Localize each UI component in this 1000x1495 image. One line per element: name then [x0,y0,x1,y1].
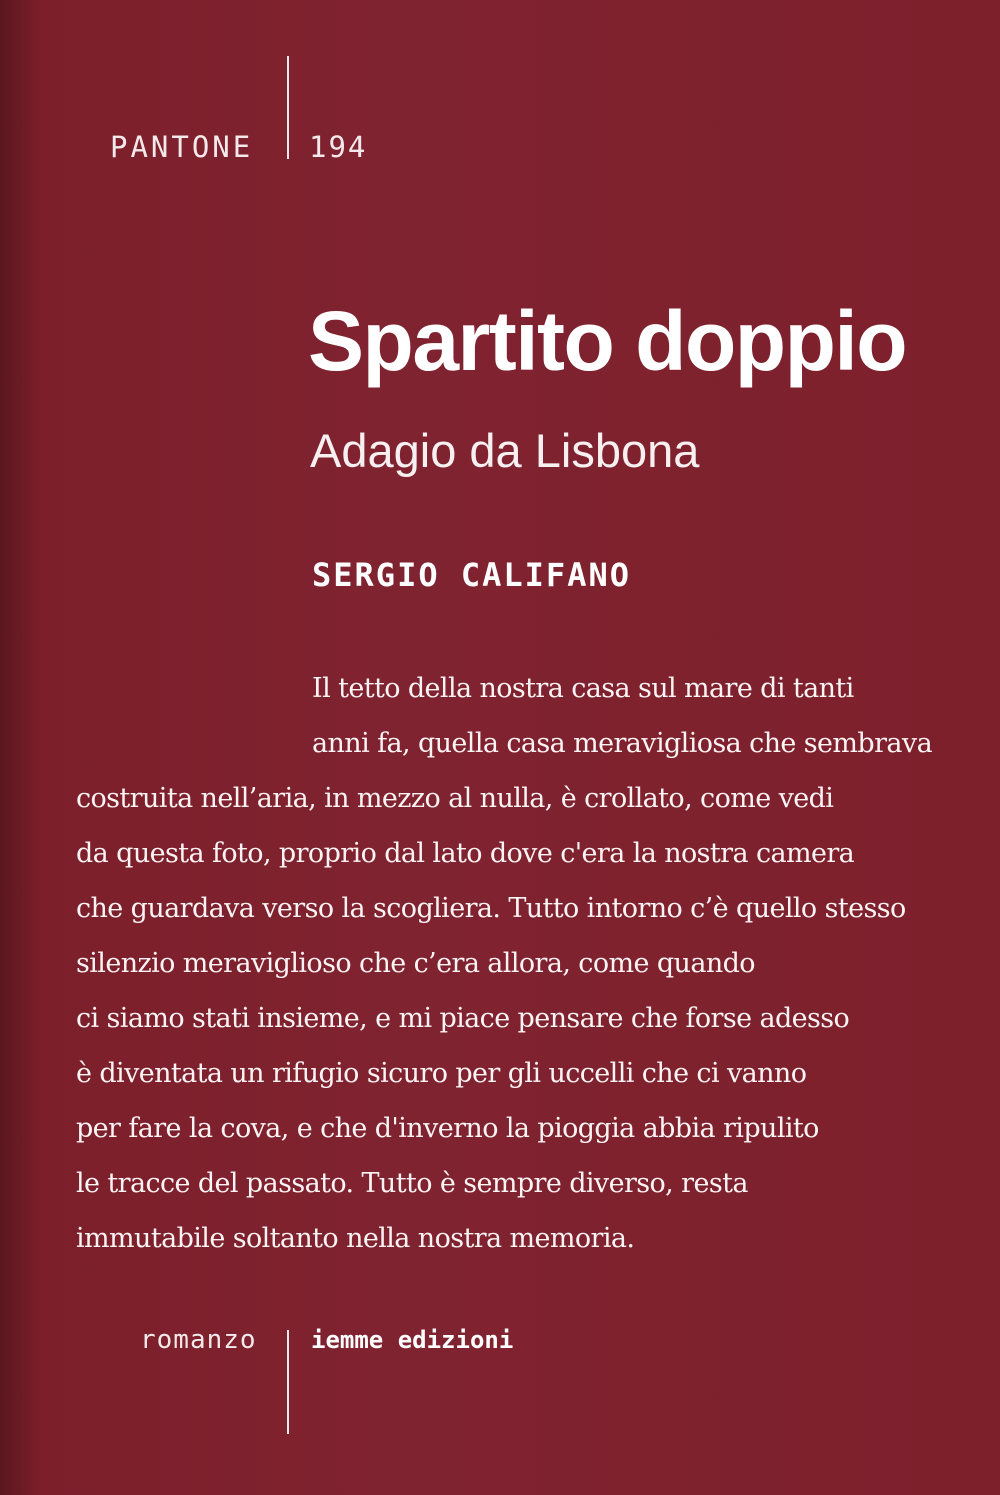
book-subtitle: Adagio da Lisbona [310,424,700,477]
author-name: SERGIO CALIFANO [312,556,631,594]
excerpt-line: costruita nell’aria, in mezzo al nulla, è crollato, come vedi [76,783,834,814]
excerpt-text [76,665,976,1270]
bottom-divider [287,1330,289,1434]
spine-shadow [0,0,42,1495]
excerpt-line: è diventata un rifugio sicuro per gli uccelli che ci vanno [76,1058,807,1089]
excerpt-line: da questa foto, proprio dal lato dove c'era la nostra camera [76,838,855,869]
excerpt-line: per fare la cova, e che d'inverno la pioggia abbia ripulito [76,1113,819,1144]
series-number: 194 [309,130,368,164]
genre-label: romanzo [140,1325,257,1355]
excerpt-line: immutabile soltanto nella nostra memoria. [76,1223,635,1254]
publisher-name: iemme edizioni [311,1326,514,1354]
excerpt-line: le tracce del passato. Tutto è sempre diverso, resta [76,1168,748,1199]
series-name: PANTONE [110,130,254,164]
top-divider [287,56,289,159]
book-title: Spartito doppio [308,294,907,388]
excerpt-line: ci siamo stati insieme, e mi piace pensare che forse adesso [76,1003,850,1034]
excerpt-line: silenzio meraviglioso che c’era allora, come quando [76,948,755,979]
excerpt-line: anni fa, quella casa meravigliosa che sembrava [312,728,933,759]
excerpt-line: Il tetto della nostra casa sul mare di tanti [312,673,854,704]
excerpt-line: che guardava verso la scogliera. Tutto intorno c’è quello stesso [76,893,906,924]
